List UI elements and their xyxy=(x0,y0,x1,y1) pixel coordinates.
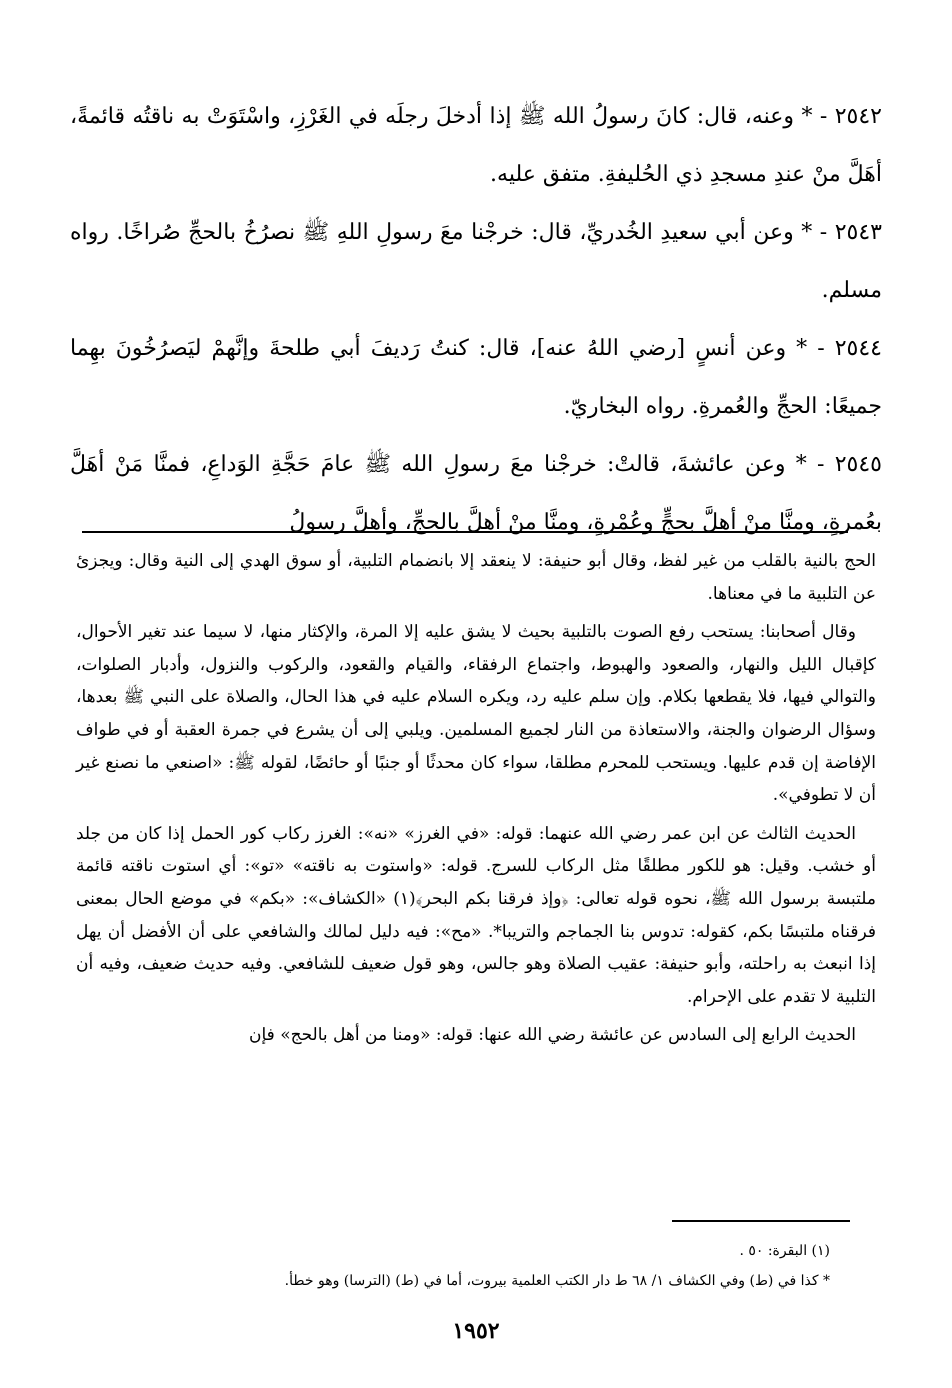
commentary-paragraph: الحديث الرابع إلى السادس عن عائشة رضي الله عنها: قوله: «ومنا من أهل بالحج» فإن xyxy=(249,1025,856,1046)
commentary-paragraph: الحج بالنية بالقلب من غير لفظ، وقال أبو حنيفة: لا ينعقد إلا بانضمام التلبية، أو سوق الهدي إلى النية وقال: ويجزئ عن التلبية ما في معناها. xyxy=(76,551,876,604)
commentary-section xyxy=(76,545,876,1058)
page-number: ١٩٥٢ xyxy=(452,1318,500,1344)
footnote: * كذا في (ط) وفي الكشاف ١/ ٦٨ ط دار الكتب العلمية بيروت، أما في (ط) (الترسا) وهو خطأ. xyxy=(284,1273,830,1289)
hadith-2544: ٢٥٤٤ - * وعن أنسٍ [رضي اللهُ عنه]، قال: كنتُ رَديفَ أبي طلحةَ وإنَّهمْ ليَصرُخُونَ بهِما جميعًا: الحجِّ والعُمرةِ. رواه البخاريّ. xyxy=(70,336,882,419)
commentary-paragraph: وقال أصحابنا: يستحب رفع الصوت بالتلبية بحيث لا يشق عليه إلا المرة، والإكثار منها، لا سيما عند تغير الأحوال، كإقبال الليل والنهار، والصعود والهبوط، واجتماع الرفقاء، والقيام والقعود، والركوب والنزول، وأدبار الصلوات، والتوالي فيها، فلا يقطعها بكلام. وإن سلم عليه رد، ويكره السلام عليه في هذا الحال، والصلاة على النبي ﷺ بعدها، وسؤال الرضوان والجنة، والاستعاذة من النار لجميع المسلمين. ويلبي إلى أن يشرع في جمرة العقبة أو في طواف الإفاضة إن قدم عليها. ويستحب للمحرم مطلقا، سواء كان محدثًا أو جنبًا أو حائضًا، لقوله ﷺ: «اصنعي ما نصنع غير أن لا تطوفي». xyxy=(76,622,876,806)
hadith-section xyxy=(70,88,882,552)
section-divider xyxy=(82,531,848,533)
hadith-2545: ٢٥٤٥ - * وعن عائشةَ، قالتْ: خرجْنا معَ رسولِ الله ﷺ عامَ حَجَّةِ الوَداعِ، فمنَّا مَنْ أهَلَّ بعُمرةٍ، ومنَّا منْ أهلَّ بحجٍّ وعُمْرةٍ، ومنَّا منْ أهلَّ بالحجِّ، وأهلَّ رسولُ xyxy=(70,452,882,535)
commentary-paragraph: الحديث الثالث عن ابن عمر رضي الله عنهما: قوله: «في الغرز» «نه»: الغرز ركاب كور الحمل إذا كان من جلد أو خشب. وقيل: هو للكور مطلقًا مثل الركاب للسرج. قوله: «واستوت به ناقته» «تو»: أي استوت ناقته قائمة ملتبسة برسول الله ﷺ، نحوه قوله تعالى: ﴿وإذ فرقنا بكم البحر﴾(١) «الكشاف»: «بكم» في موضع الحال بمعنى فرقناه ملتبسًا بكم، كقوله: تدوس بنا الجماجم والتريبا*. «مح»: فيه دليل لمالك والشافعي على أن الأفضل أن يهل إذا انبعث به راحلته، وأبو حنيفة: عقيب الصلاة وهو جالس، وهو قول ضعيف للشافعي. وفيه حديث ضعيف، وفيه أن التلبية لا تقدم على الإحرام. xyxy=(76,823,876,1007)
hadith-2542: ٢٥٤٢ - * وعنه، قال: كانَ رسولُ الله ﷺ إذا أدخلَ رجلَه في الغَرْزِ، واسْتَوَتْ به ناقتُه قائمةً، أهَلَّ منْ عندِ مسجدِ ذي الحُليفةِ. متفق عليه. xyxy=(70,104,882,187)
footnotes-section xyxy=(90,1236,830,1296)
hadith-2543: ٢٥٤٣ - * وعن أبي سعيدِ الخُدريِّ، قال: خرجْنا معَ رسولِ اللهِ ﷺ نصرُخُ بالحجِّ صُراخًا. رواه مسلم. xyxy=(70,220,882,303)
footnote-divider xyxy=(672,1220,850,1222)
footnote: (١) البقرة: ٥٠ . xyxy=(739,1243,830,1259)
